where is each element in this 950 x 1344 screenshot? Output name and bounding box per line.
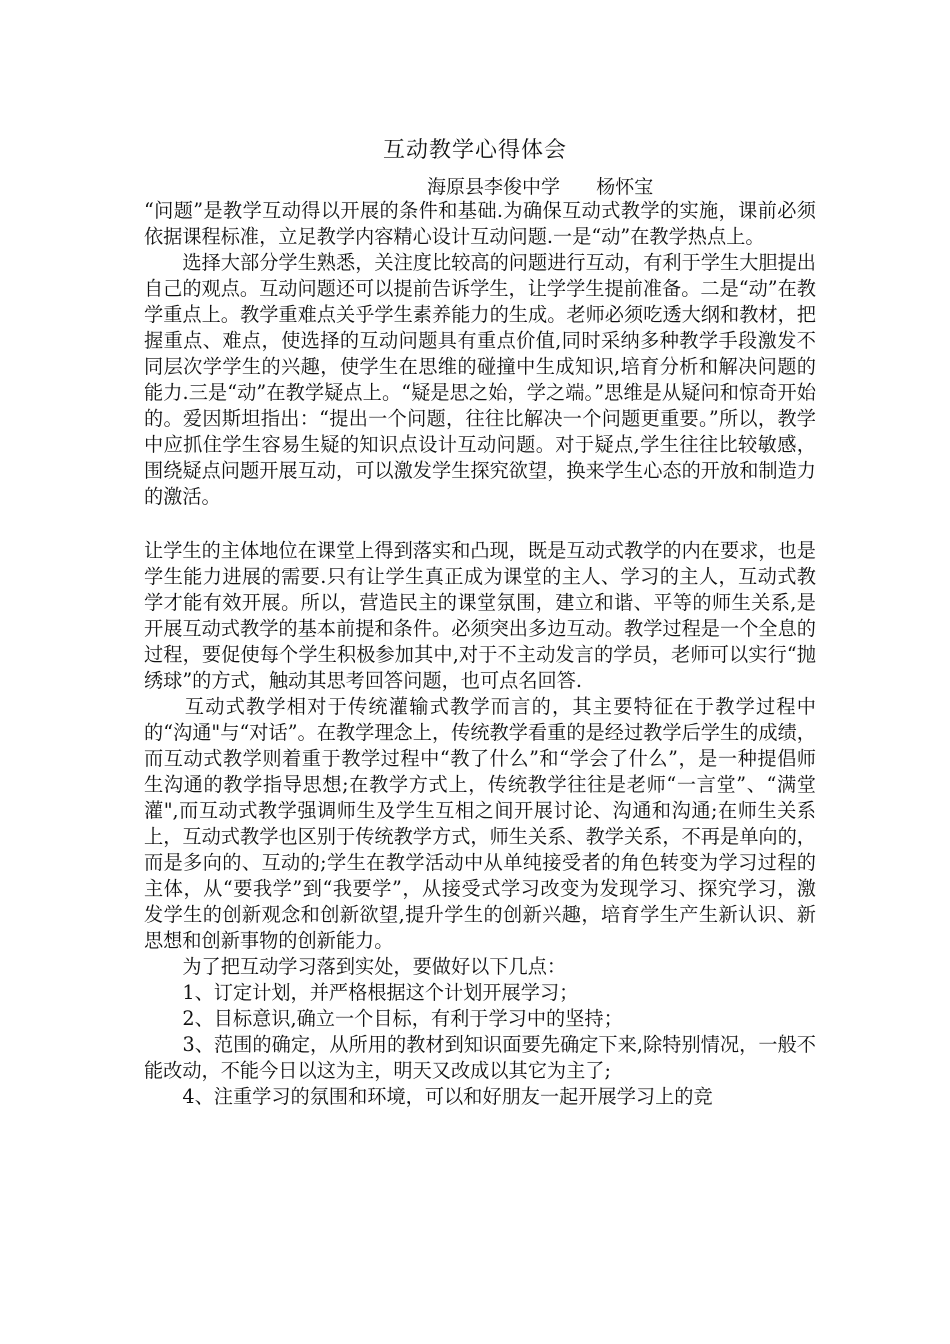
paragraph-2: 选择大部分学生熟悉，关注度比较高的问题进行互动，有利于学生大胆提出自己的观点。互动问题还可以提前告诉学生，让学学生提前准备。二是“动”在教学重点上。教学重难点关乎学生素养能力的生成。老师必须吃透大纲和教材，把握重点、难点，使选择的互动问题具有重点价值,同时采纳多种教学手段激发不同层次学学生的兴趣，使学生在思维的碰撞中生成知识,培育分析和解决问题的能力.三是“动”在教学疑点上。“疑是思之始，学之端。”思维是从疑问和惊奇开始的。爱因斯坦指出：“提出一个问题，往往比解决一个问题更重要。”所以，教学中应抓住学生容易生疑的知识点设计互动问题。对于疑点,学生往往比较敏感，围绕疑点问题开展互动，可以激发学生探究欲望，换来学生心态的开放和制造力的激活。 (144, 251, 816, 508)
paragraph-4: 互动式教学相对于传统灌输式教学而言的，其主要特征在于教学过程中的“沟通"与“对话”。在教学理念上，传统教学看重的是经过教学后学生的成绩，而互动式教学则着重于教学过程中“教了什么”和“学会了什么”，是一种提倡师生沟通的教学指导思想;在教学方式上，传统教学往往是老师“一言堂”、“满堂灌",而互动式教学强调师生及学生互相之间开展讨论、沟通和沟通;在师生关系上，互动式教学也区别于传统教学方式，师生关系、教学关系，不再是单向的，而是多向的、互动的;学生在教学活动中从单纯接受者的角色转变为学习过程的主体，从“要我学”到“我要学”，从接受式学习改变为发现学习、探究学习，激发学生的创新观念和创新欲望,提升学生的创新兴趣，培育学生产生新认识、新思想和创新事物的创新能力。 (144, 695, 816, 952)
list-item-2: 2、目标意识,确立一个目标，有利于学习中的坚持； (144, 1007, 623, 1030)
paragraph-gap (144, 510, 816, 538)
document-body (144, 198, 816, 1110)
list-item-4: 4、注重学习的氛围和环境，可以和好朋友一起开展学习上的竞 (144, 1085, 713, 1108)
list-item-1: 1、订定计划，并严格根据这个计划开展学习； (144, 981, 579, 1004)
paragraph-1: “问题”是教学互动得以开展的条件和基础.为确保互动式教学的实施，课前必须依据课程标准，立足教学内容精心设计互动问题.一是“动”在教学热点上。 (144, 199, 816, 248)
author-byline: 海原县李俊中学 杨怀宝 (427, 176, 654, 198)
document-title: 互动教学心得体会 (382, 138, 567, 163)
list-item-3: 3、范围的确定，从所用的教材到知识面要先确定下来,除特别情况，一般不能改动，不能今日以这为主，明天又改成以其它为主了; (144, 1033, 816, 1082)
paragraph-3: 让学生的主体地位在课堂上得到落实和凸现，既是互动式教学的内在要求，也是学生能力进展的需要.只有让学生真正成为课堂的主人、学习的主人，互动式教学才能有效开展。所以，营造民主的课堂氛围，建立和谐、平等的师生关系,是开展互动式教学的基本前提和条件。必须突出多边互动。教学过程是一个全息的过程，要促使每个学生积极参加其中,对于不主动发言的学员，老师可以实行“抛绣球”的方式，触动其思考回答问题，也可点名回答. (144, 539, 816, 692)
paragraph-5: 为了把互动学习落到实处，要做好以下几点： (144, 955, 567, 978)
